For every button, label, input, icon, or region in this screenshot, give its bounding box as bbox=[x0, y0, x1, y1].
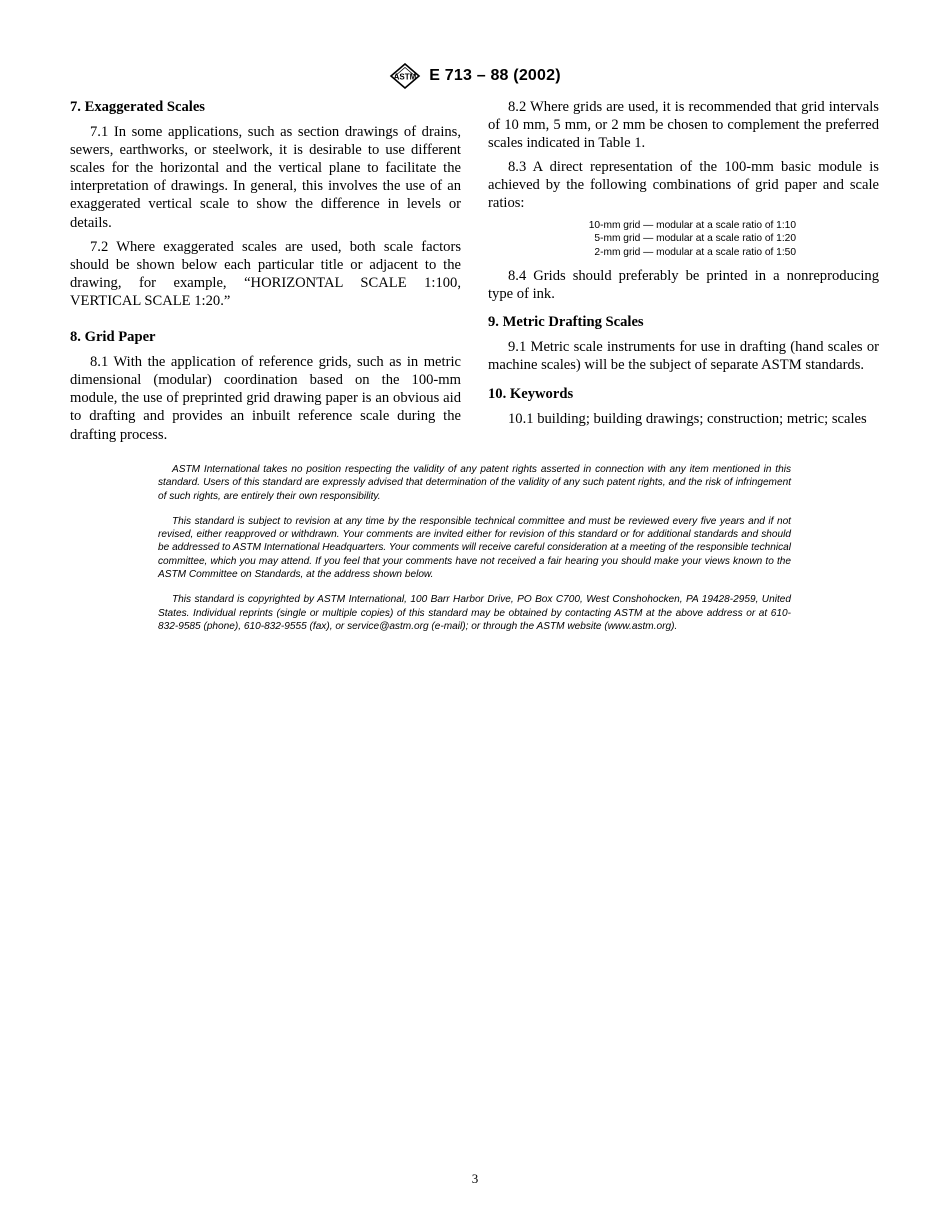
patent-notice: ASTM International takes no position respecting the validity of any patent rights asserted in connection with any item mentioned in this standard. Users of this standard are expressly advised that determination of the validity of any such patent rights, and the risk of infringement of such rights, are entirely their own responsibility. bbox=[158, 464, 791, 502]
revision-notice: This standard is subject to revision at any time by the responsible technical committee and must be reviewed every five years and if not revised, either reapproved or withdrawn. Your comments are invited either for revision of this standard or for additional standards and should be addressed to ASTM International Headquarters. Your comments will receive careful consideration at a meeting of the responsible technical committee, which you may attend. If you feel that your comments have not received a fair hearing you should make your views known to the ASTM Committee on Standards, at the address shown below. bbox=[158, 515, 791, 581]
page-header bbox=[0, 62, 950, 90]
right-column bbox=[488, 98, 879, 434]
paragraph-7-1: 7.1 In some applications, such as section drawings of drains, sewers, earthworks, or steelwork, it is desirable to use different scales for the horizontal and the vertical plane to facilitate the interpretation of drawings. In general, this involves the use of an exaggerated vertical scale to show the difference in levels or details. bbox=[70, 124, 461, 231]
grid-row-5mm: 5-mm grid — modular at a scale ratio of 1:20 bbox=[594, 233, 796, 245]
footer-notes bbox=[158, 463, 791, 645]
left-column bbox=[70, 98, 461, 450]
paragraph-8-3: 8.3 A direct representation of the 100-mm basic module is achieved by the following combinations of grid paper and scale ratios: bbox=[488, 159, 879, 212]
section-8-heading: 8. Grid Paper bbox=[70, 329, 156, 346]
paragraph-10-1: 10.1 building; building drawings; construction; metric; scales bbox=[508, 410, 867, 427]
section-9-heading: 9. Metric Drafting Scales bbox=[488, 314, 644, 331]
paragraph-8-1: 8.1 With the application of reference grids, such as in metric dimensional (modular) coordination based on the 100-mm module, the use of preprinted grid drawing paper is an obvious aid to drafting and provides an inbuilt reference scale during the drafting process. bbox=[70, 354, 461, 443]
grid-row-2mm: 2-mm grid — modular at a scale ratio of 1:50 bbox=[594, 246, 796, 258]
page-number: 3 bbox=[471, 1171, 479, 1186]
paragraph-8-2: 8.2 Where grids are used, it is recommended that grid intervals of 10 mm, 5 mm, or 2 mm be chosen to complement the preferred scales indicated in Table 1. bbox=[488, 99, 879, 152]
astm-logo-icon bbox=[389, 63, 421, 89]
paragraph-9-1: 9.1 Metric scale instruments for use in drafting (hand scales or machine scales) will be the subject of separate ASTM standards. bbox=[488, 339, 879, 374]
copyright-notice: This standard is copyrighted by ASTM International, 100 Barr Harbor Drive, PO Box C700, West Conshohocken, PA 19428-2959, United States. Individual reprints (single or multiple copies) of this standard may be obtained by contacting ASTM at the above address or at 610-832-9585 (phone), 610-832-9555 (fax), or service@astm.org (e-mail); or through the ASTM website (www.astm.org). bbox=[158, 594, 791, 632]
section-10-heading: 10. Keywords bbox=[488, 385, 574, 402]
paragraph-7-2: 7.2 Where exaggerated scales are used, both scale factors should be shown below each particular title or adjacent to the drawing, for example, “HORIZONTAL SCALE 1:100, VERTICAL SCALE 1:20.” bbox=[70, 238, 461, 309]
svg-text:ASTM: ASTM bbox=[393, 72, 417, 82]
grid-row-10mm: 10-mm grid — modular at a scale ratio of 1:10 bbox=[588, 219, 796, 231]
grid-scale-list bbox=[488, 219, 879, 260]
document-id: E 713 – 88 (2002) bbox=[429, 67, 561, 84]
paragraph-8-4: 8.4 Grids should preferably be printed in a nonreproducing type of ink. bbox=[488, 268, 879, 303]
section-7-heading: 7. Exaggerated Scales bbox=[70, 99, 205, 115]
